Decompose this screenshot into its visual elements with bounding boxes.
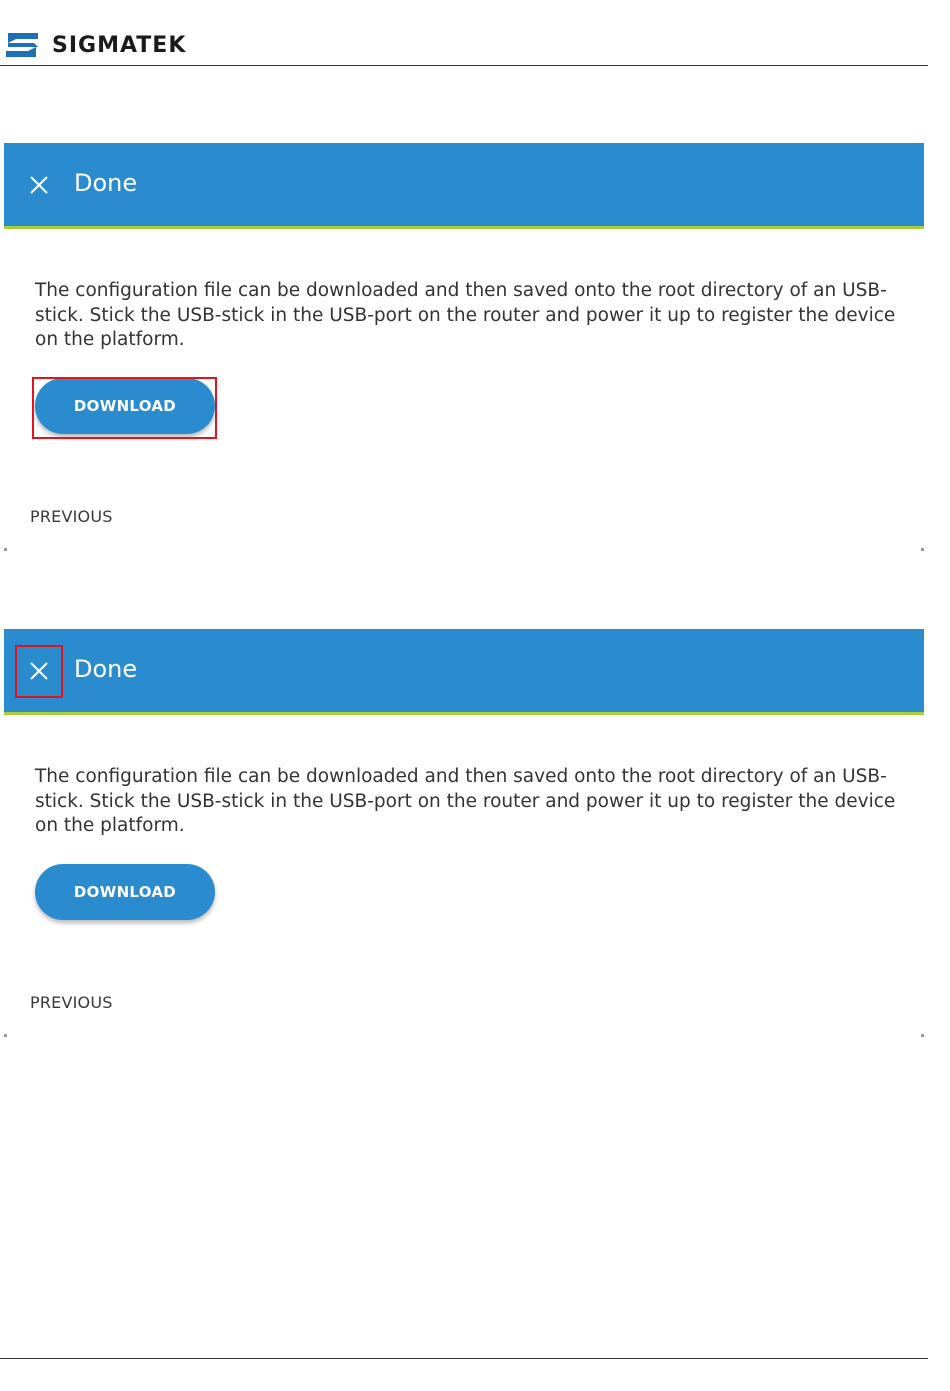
close-icon [29,175,49,195]
close-icon [29,661,49,681]
download-button[interactable]: DOWNLOAD [35,864,215,920]
corner-mark [4,548,7,551]
corner-mark [921,548,924,551]
header-divider [0,65,928,66]
footer-divider [0,1358,928,1359]
sigmatek-logo [4,30,186,60]
page-header [0,0,950,66]
previous-button[interactable]: PREVIOUS [30,507,113,526]
dialog-header [4,143,924,229]
dialog-description: The configuration file can be downloaded and then saved onto the root directory of an USB-stick. Stick the USB-stick in the USB-port on the router and power it up to register the device on the platform. [35,766,896,836]
corner-mark [4,1034,7,1037]
dialog-description: The configuration file can be downloaded and then saved onto the root directory of an USB-stick. Stick the USB-stick in the USB-port on the router and power it up to register the device on the platform. [35,280,896,350]
dialog-title: Done [74,169,138,197]
previous-button[interactable]: PREVIOUS [30,993,113,1012]
brand-name: SIGMATEK [52,32,187,58]
dialog-header [4,629,924,715]
download-button[interactable]: DOWNLOAD [35,378,215,434]
close-button[interactable] [16,159,62,211]
done-dialog [4,143,924,555]
close-button[interactable] [16,645,62,697]
corner-mark [921,1034,924,1037]
sigmatek-logo-icon [4,30,40,60]
dialog-title: Done [74,655,138,683]
done-dialog [4,629,924,1041]
